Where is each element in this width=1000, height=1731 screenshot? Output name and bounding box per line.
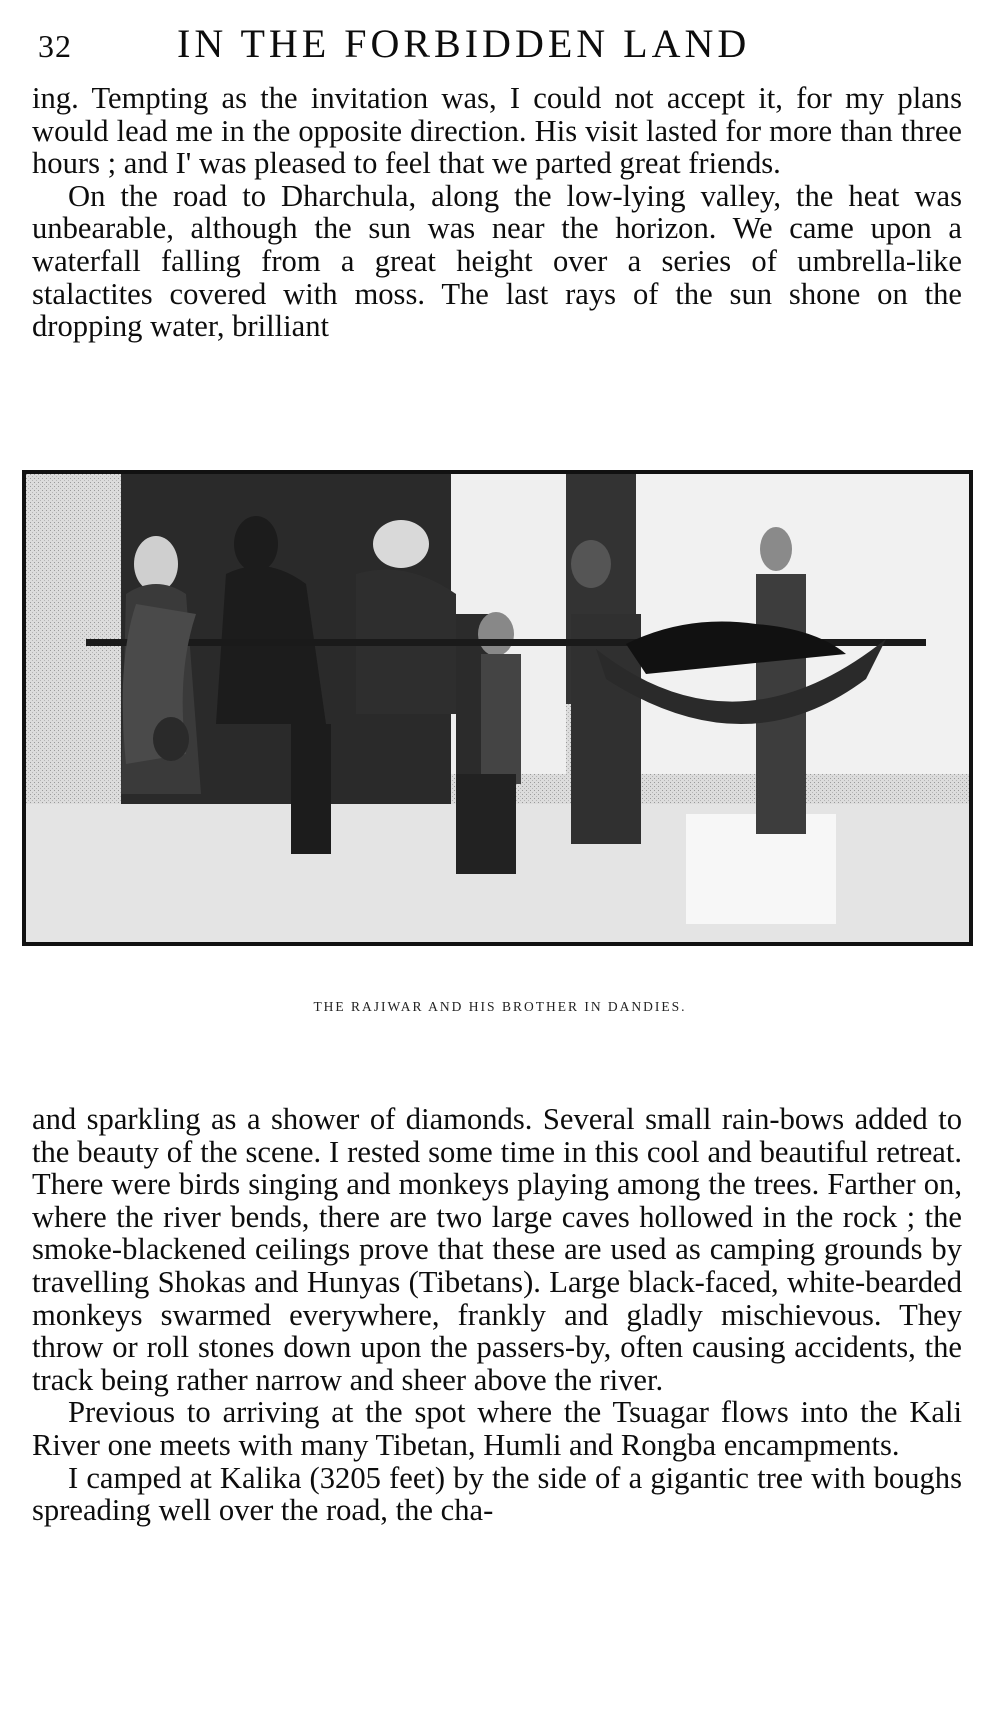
paragraph: ing. Tempting as the invitation was, I could not accept it, for my plans would lead me in the opposite direction. His visit lasted for more than three hours ; and I' was pleased to feel that we parted great friends. [32, 81, 962, 181]
page-header [32, 18, 962, 68]
top-text-block [32, 82, 962, 343]
page-number: 32 [38, 28, 72, 64]
figure-caption: THE RAJIWAR AND HIS BROTHER IN DANDIES. [313, 999, 687, 1014]
paragraph: I camped at Kalika (3205 feet) by the side of a gigantic tree with boughs spreading well over the road, the cha- [32, 1460, 962, 1528]
paragraph: Previous to arriving at the spot where the Tsuagar flows into the Kali River one meets with many Tibetan, Humli and Rongba encampments. [32, 1395, 962, 1462]
paragraph: On the road to Dharchula, along the low-lying valley, the heat was unbearable, although the sun was near the horizon. We came upon a waterfall falling from a great height over a series of umbrella-like stalactites covered with moss. The last rays of the sun shone on the dropping water, brilliant [32, 178, 962, 344]
photograph [22, 470, 973, 946]
bottom-text-block [32, 1103, 962, 1527]
running-title: IN THE FORBIDDEN LAND [177, 21, 751, 66]
photo-illustration [26, 474, 969, 942]
paragraph: and sparkling as a shower of diamonds. Several small rain-bows added to the beauty of the scene. I rested some time in this cool and beautiful retreat. There were birds singing and monkeys playing among the trees. Farther on, where the river bends, there are two large caves hollowed in the rock ; the smoke-blackened ceilings prove that these are used as camping grounds by travelling Shokas and Hunyas (Tibetans). Large black-faced, white-bearded monkeys swarmed everywhere, frankly and gladly mischievous. They throw or roll stones down upon the passers-by, often causing accidents, the track being rather narrow and sheer above the river. [32, 1102, 962, 1397]
